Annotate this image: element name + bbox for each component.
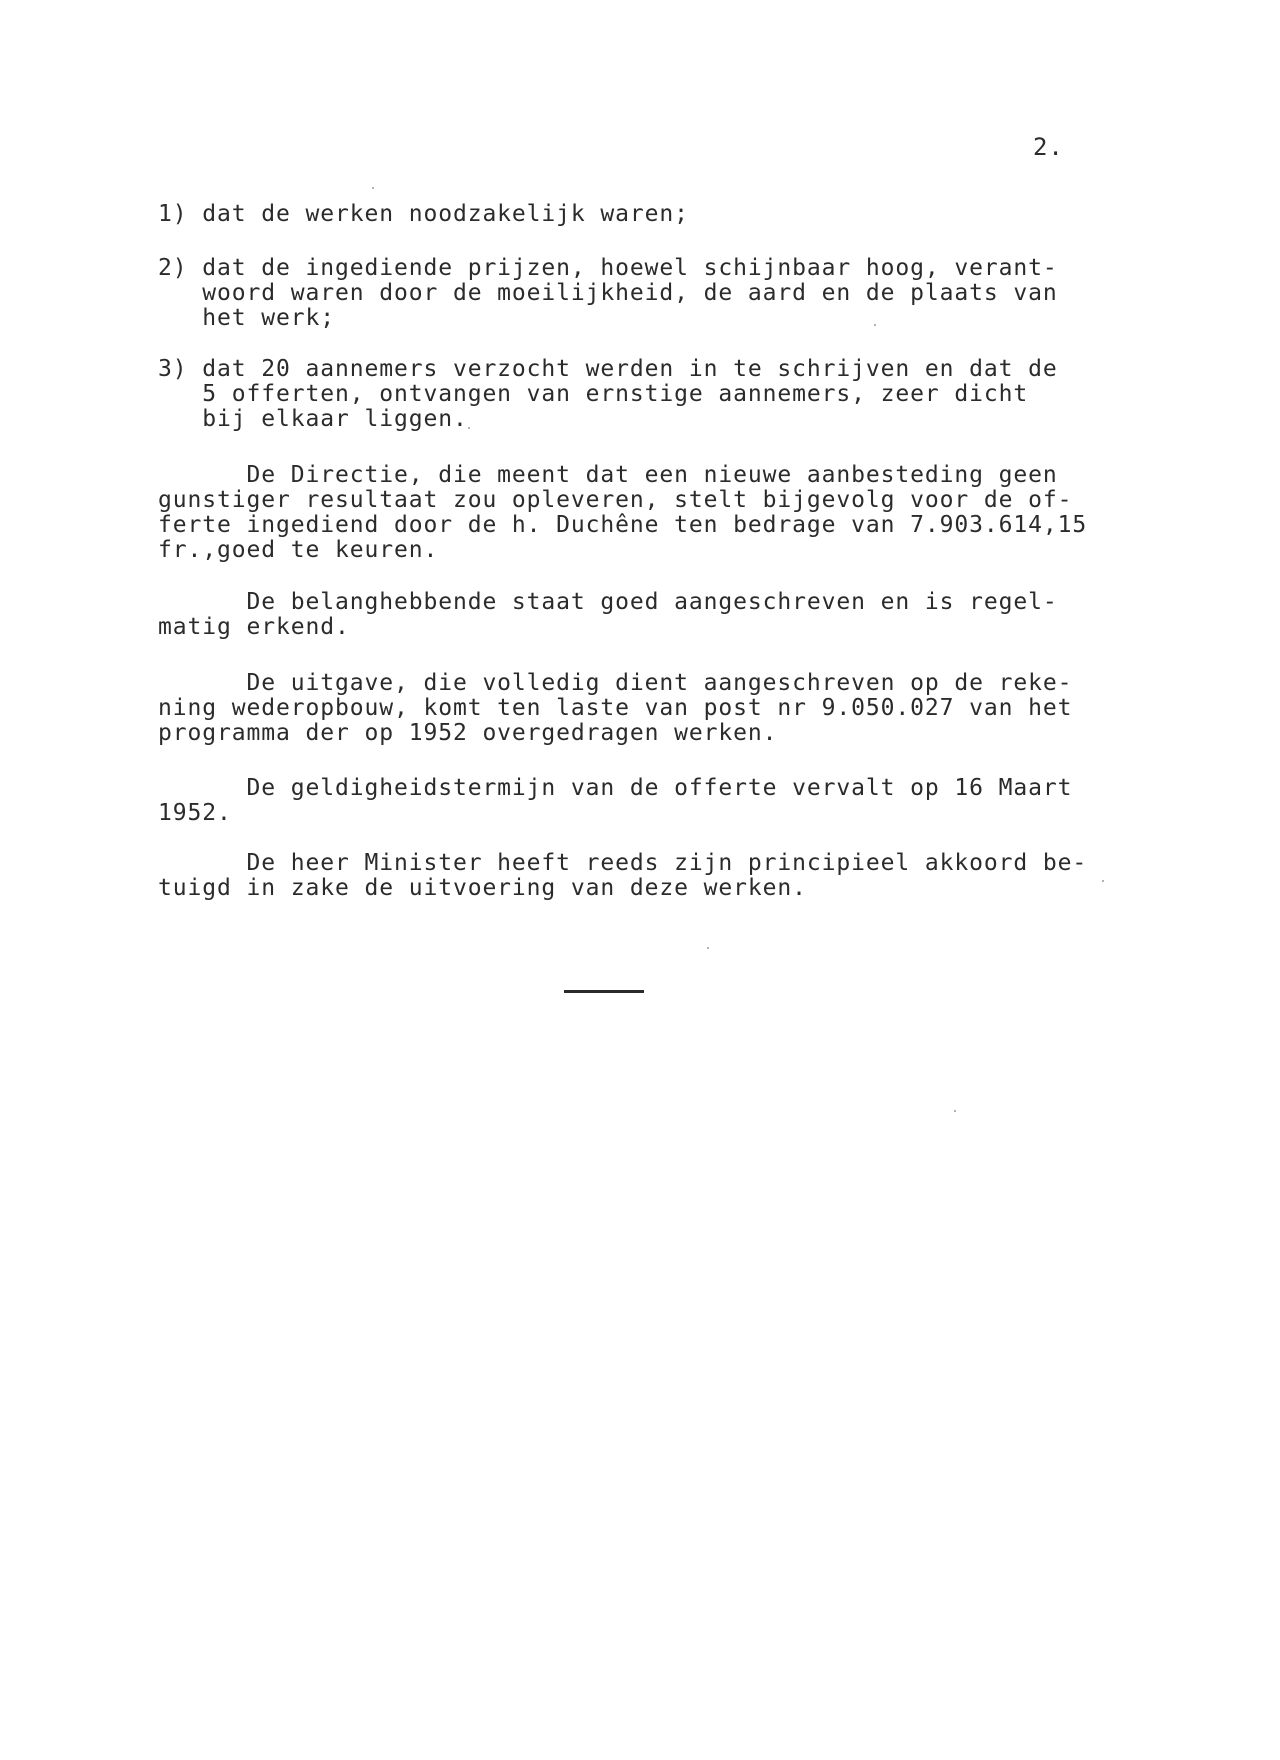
text-line: 1952. [158,800,232,826]
text-line: het werk; [158,305,335,331]
text-line: 2) dat de ingediende prijzen, hoewel schijnbaar hoog, verant- [158,255,1058,281]
text-line: ferte ingediend door de h. Duchêne ten bedrage van 7.903.614,15 [158,512,1088,538]
paper-speck [372,187,374,189]
text-line: De geldigheidstermijn van de offerte vervalt op 16 Maart [158,775,1073,801]
text-line: 3) dat 20 aannemers verzocht werden in te schrijven en dat de [158,356,1058,382]
text-line: De Directie, die meent dat een nieuwe aanbesteding geen [158,462,1058,488]
section-divider [564,990,644,993]
text-line: gunstiger resultaat zou opleveren, stelt bijgevolg voor de of- [158,487,1073,513]
text-line: bij elkaar liggen. [158,406,468,432]
text-line: woord waren door de moeilijkheid, de aard en de plaats van [158,280,1058,306]
text-line: ning wederopbouw, komt ten laste van post nr 9.050.027 van het [158,695,1073,721]
paper-speck [468,427,470,429]
text-line: De belanghebbende staat goed aangeschreven en is regel- [158,589,1058,615]
text-line: De uitgave, die volledig dient aangeschreven op de reke- [158,670,1073,696]
text-line: tuigd in zake de uitvoering van deze werken. [158,875,807,901]
paper-speck [954,1110,956,1112]
text-line: 5 offerten, ontvangen van ernstige aannemers, zeer dicht [158,381,1029,407]
paper-speck [707,947,709,949]
page-number: 2. [1033,133,1064,161]
paper-speck [874,324,876,326]
text-line: 1) dat de werken noodzakelijk waren; [158,201,689,227]
paper-speck [1102,880,1104,882]
text-line: fr.,goed te keuren. [158,537,439,563]
text-line: De heer Minister heeft reeds zijn principieel akkoord be- [158,850,1088,876]
text-line: programma der op 1952 overgedragen werken. [158,720,778,746]
text-line: matig erkend. [158,614,350,640]
